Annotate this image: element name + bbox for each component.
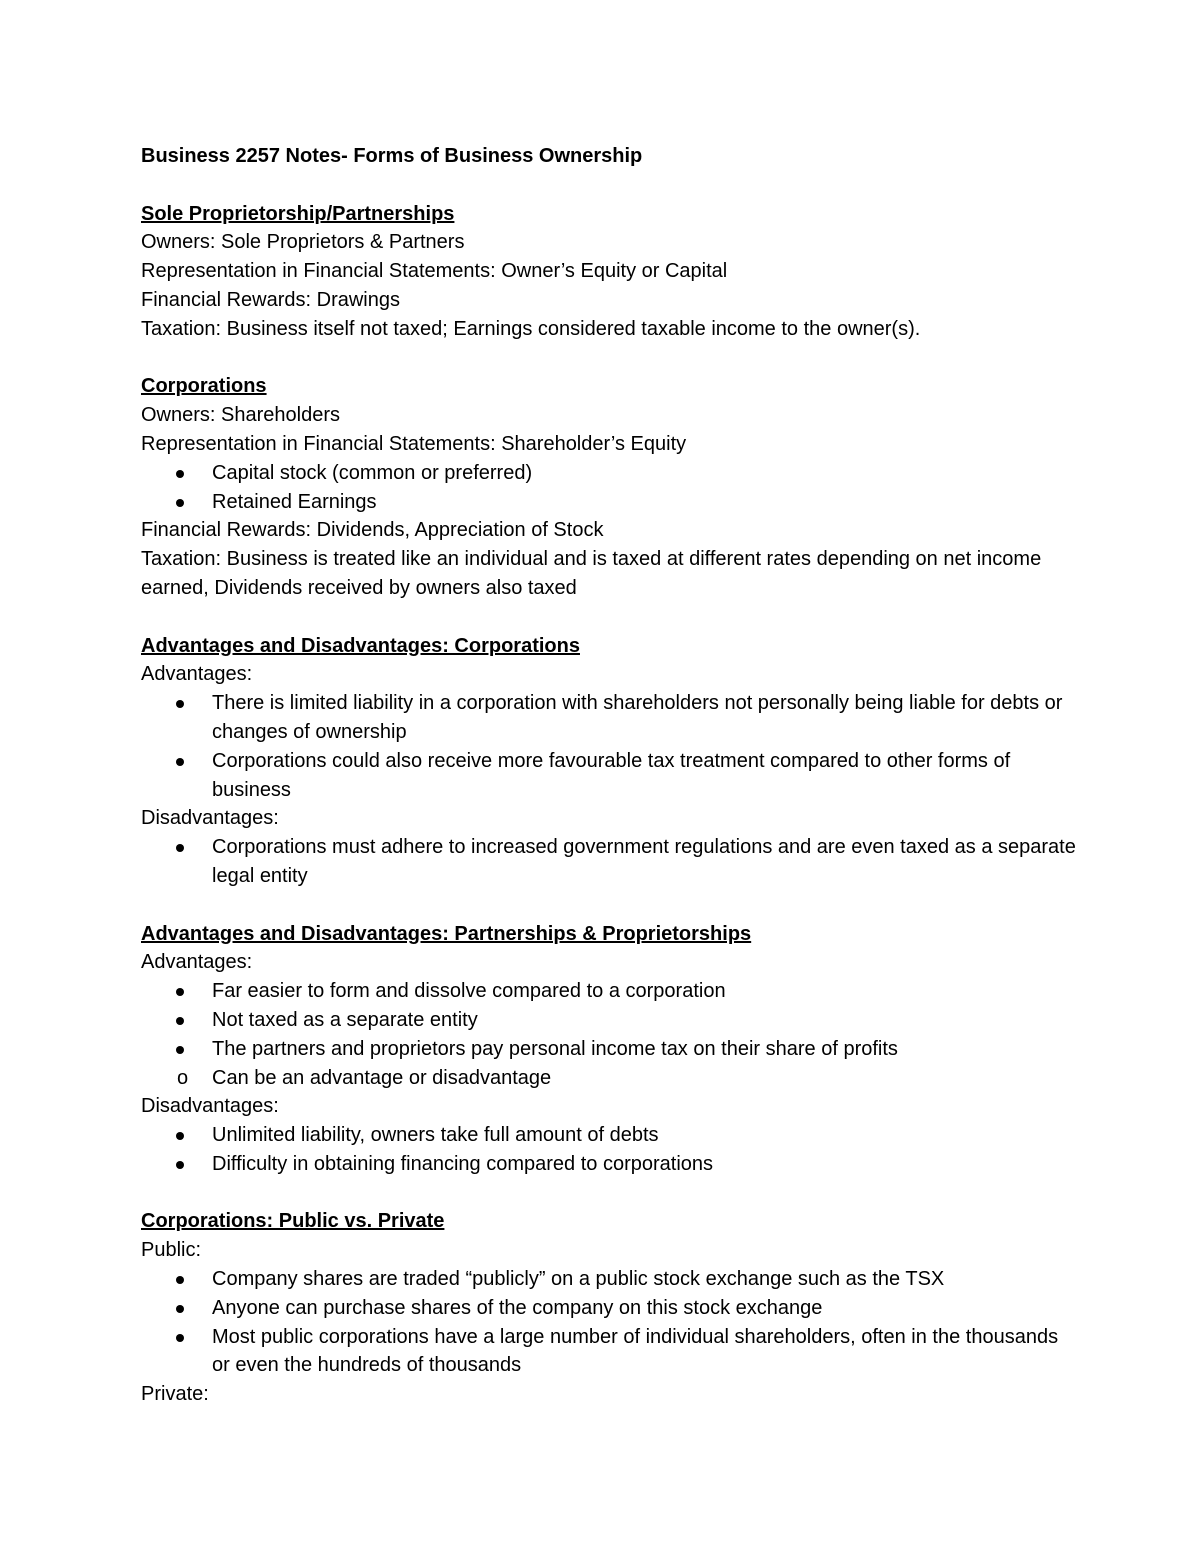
document-title: Business 2257 Notes- Forms of Business Ownership [141,145,643,167]
section-partnerships-pros-cons [141,920,1081,1179]
owners-line: Owners: Shareholders [141,404,340,427]
section-corporations [141,372,1081,602]
list-item: Difficulty in obtaining financing compared to corporations [141,1150,1081,1179]
advantages-label: Advantages: [141,951,253,974]
owners-line: Owners: Sole Proprietors & Partners [141,231,465,254]
rewards-line: Financial Rewards: Dividends, Appreciation of Stock [141,519,604,542]
section-heading: Corporations [141,375,267,398]
section-heading: Advantages and Disadvantages: Corporations [141,634,580,657]
list-item: Corporations must adhere to increased government regulations and are even taxed as a separate legal entity [141,833,1081,891]
advantages-label: Advantages: [141,663,253,686]
disadvantages-list [141,833,1081,891]
section-sole-proprietorship [141,200,1081,344]
section-heading: Corporations: Public vs. Private [141,1210,445,1233]
private-label: Private: [141,1383,209,1406]
list-item: Company shares are traded “publicly” on a public stock exchange such as the TSX [141,1265,1081,1294]
advantages-list [141,977,1081,1063]
list-item: There is limited liability in a corporation with shareholders not personally being liable for debts or changes of ownership [141,689,1081,747]
disadvantages-list [141,1121,1081,1179]
public-label: Public: [141,1239,202,1262]
taxation-line: Taxation: Business is treated like an individual and is taxed at different rates depending on net income earned, Dividends received by owners also taxed [141,548,1042,599]
advantages-list [141,689,1081,804]
sub-bullet-list [141,1064,1081,1093]
list-item: Far easier to form and dissolve compared to a corporation [141,977,1081,1006]
representation-line: Representation in Financial Statements: Owner’s Equity or Capital [141,260,728,283]
equity-components-list [141,459,1081,517]
list-item: The partners and proprietors pay personal income tax on their share of profits [141,1035,1081,1064]
section-heading: Advantages and Disadvantages: Partnerships & Proprietorships [141,922,752,945]
section-heading: Sole Proprietorship/Partnerships [141,202,455,225]
disadvantages-label: Disadvantages: [141,1095,279,1118]
sub-list-item: o Can be an advantage or disadvantage [141,1064,1081,1093]
list-item: Retained Earnings [141,488,1081,517]
public-list [141,1265,1081,1380]
rewards-line: Financial Rewards: Drawings [141,288,400,311]
disadvantages-label: Disadvantages: [141,807,279,830]
list-item: Most public corporations have a large number of individual shareholders, often in the thousands or even the hundreds of thousands [141,1323,1081,1381]
representation-line: Representation in Financial Statements: Shareholder’s Equity [141,432,687,455]
list-item: Unlimited liability, owners take full amount of debts [141,1121,1081,1150]
list-item: Capital stock (common or preferred) [141,459,1081,488]
section-public-vs-private [141,1207,1081,1409]
list-item: Not taxed as a separate entity [141,1006,1081,1035]
section-corporations-pros-cons [141,632,1081,891]
taxation-line: Taxation: Business itself not taxed; Earnings considered taxable income to the owner(s). [141,317,921,340]
list-item: Anyone can purchase shares of the company on this stock exchange [141,1294,1081,1323]
list-item: Corporations could also receive more favourable tax treatment compared to other forms of business [141,747,1081,805]
document-body [141,142,1081,1409]
